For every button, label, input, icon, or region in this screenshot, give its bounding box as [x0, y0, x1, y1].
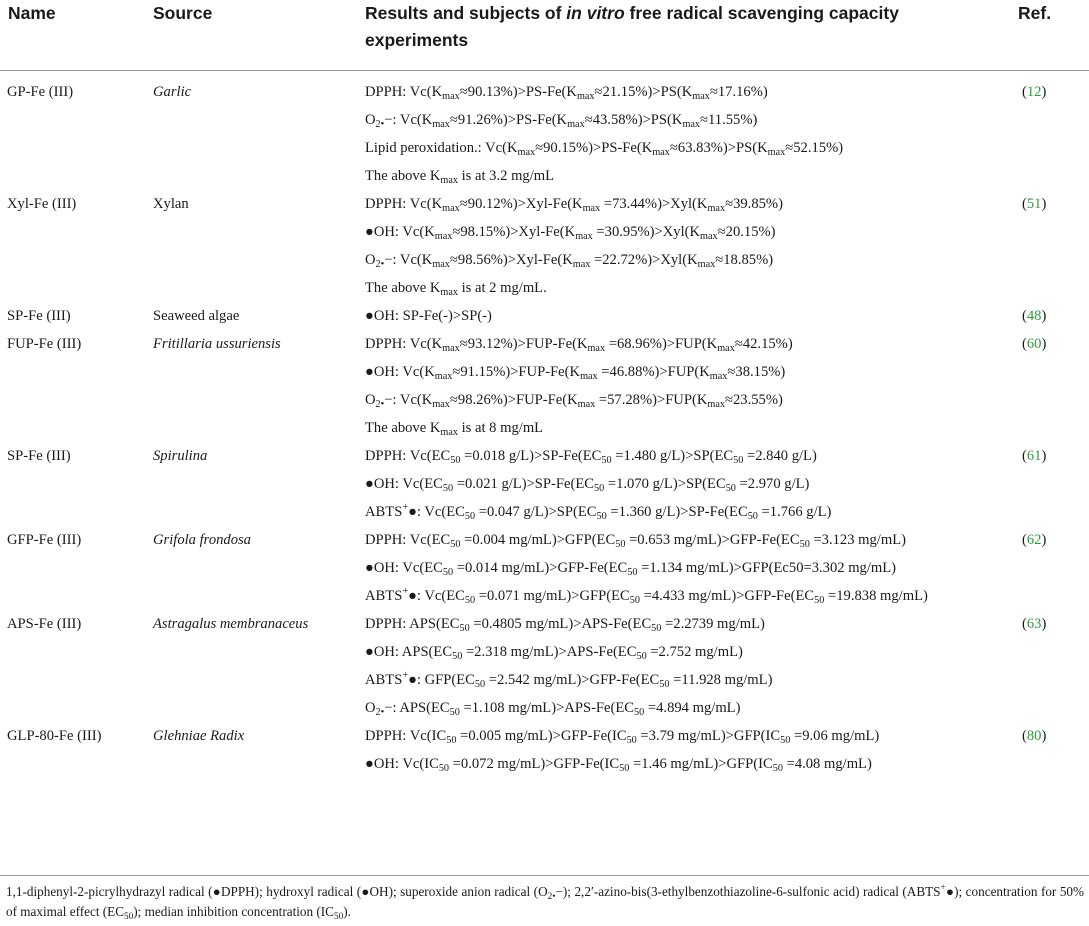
reference-link[interactable]: 60: [1026, 336, 1042, 352]
table-row: [0, 302, 1089, 330]
result-line: ABTS+●: $Vc(EC_{50} =0.047$ $g/L)>SP(EC_{50} =1.360$ $g/L)>SP-Fe(EC_{50} =1.766$ g/L): [365, 502, 832, 522]
result-line: DPPH: $Vc(K_{max}\approx 90.13\%)>PS-Fe(K_{max}\approx 21.15\%)>PS(K_{max}\approx 17.16\%)$: [365, 84, 768, 102]
cell-ref: (62): [1022, 532, 1047, 548]
header-results-italic: in vitro: [566, 3, 625, 23]
result-line: $O_{2•}-$: $Vc(K_{max}\approx 98.26\%)>FUP-Fe(K_{max} =57.28\%)>FUP(K_{max}\approx 23.55\%)$: [365, 392, 783, 410]
reference-link[interactable]: 48: [1026, 308, 1042, 324]
result-line: DPPH: $Vc(IC_{50} =0.005$ $mg/mL)>GFP-Fe(IC_{50} =3.79$ $mg/mL)>GFP(IC_{50} =9.06$ mg/mL): [365, 728, 880, 746]
table-row: [0, 722, 1089, 778]
table-row: [0, 442, 1089, 526]
table-footnote: 1,1-diphenyl-2-picrylhydrazyl radical (●DPPH); hydroxyl radical (●OH); superoxide anion radical $(O_{2•}-)$; 2,2′-azino-bis(3-ethylbenzothiazoline-6-sulfonic acid) radical (ABTS+●); concentration for 50% of maximal effect $(EC_{50})$; median inhibition concentration $(IC_{50})$.: [6, 882, 1085, 921]
result-line: The above $K_{max}$ is at 3.2 mg/mL: [365, 168, 555, 186]
header-ref: Ref.: [1018, 3, 1052, 23]
cell-results: [365, 722, 965, 778]
cell-name: Xyl-Fe (III): [7, 196, 77, 212]
result-line: ●OH: $Vc(EC_{50} =0.014$ $mg/mL)>GFP-Fe(EC_{50} =1.134$ mg/mL)>GFP(Ec50=3.302 mg/mL): [365, 560, 897, 578]
result-line: ABTS+●: $Vc(EC_{50} =0.071$ $mg/mL)>GFP(EC_{50} =4.433$ $mg/mL)>GFP-Fe(EC_{50} =19.838$ mg/mL): [365, 586, 928, 606]
result-line: ●OH: $Vc(IC_{50} =0.072$ $mg/mL)>GFP-Fe(IC_{50} =1.46$ $mg/mL)>GFP(IC_{50} =4.08$ mg/mL): [365, 756, 872, 774]
cell-name: APS-Fe (III): [7, 616, 82, 632]
cell-results: [365, 526, 965, 610]
result-line: $O_{2•}-$: $Vc(K_{max}\approx 98.56\%)>Xyl-Fe(K_{max} =22.72\%)>Xyl(K_{max}\approx 18.85\%)$: [365, 252, 774, 270]
reference-link[interactable]: 51: [1026, 196, 1042, 212]
cell-name: GLP-80-Fe (III): [7, 728, 102, 744]
result-line: The above $K_{max}$ is at 2 mg/mL.: [365, 280, 547, 298]
table-row: [0, 78, 1089, 190]
cell-source: Grifola frondosa: [153, 532, 251, 548]
cell-ref: (63): [1022, 616, 1047, 632]
cell-ref: (80): [1022, 728, 1047, 744]
header-source: Source: [153, 3, 213, 23]
result-line: Lipid peroxidation.: $Vc(K_{max}\approx 90.15\%)>PS-Fe(K_{max}\approx 63.83\%)>PS(K_{max}\approx 52.15\%)$: [365, 140, 844, 158]
cell-source: Fritillaria ussuriensis: [153, 336, 281, 352]
reference-link[interactable]: 63: [1026, 616, 1042, 632]
result-line: $O_{2•}-$: $APS(EC_{50} =1.108$ $mg/mL)>APS-Fe(EC_{50} =4.894$ mg/mL): [365, 700, 741, 718]
result-line: DPPH: $Vc(K_{max}\approx 93.12\%)>FUP-Fe(K_{max} =68.96\%)>FUP(K_{max}\approx 42.15\%)$: [365, 336, 793, 354]
cell-ref: (48): [1022, 308, 1047, 324]
table-row: [0, 190, 1089, 302]
result-line: ●OH: $Vc(K_{max}\approx 91.15\%)>FUP-Fe(K_{max} =46.88\%)>FUP(K_{max}\approx 38.15\%)$: [365, 364, 786, 382]
cell-source: Spirulina: [153, 448, 208, 464]
table-header: [0, 0, 1089, 71]
cell-ref: (12): [1022, 84, 1047, 100]
table-bottom-rule: [0, 875, 1089, 876]
cell-name: FUP-Fe (III): [7, 336, 82, 352]
table-row: [0, 330, 1089, 442]
result-line: DPPH: $Vc(EC_{50} =0.018$ $g/L)>SP-Fe(EC_{50} =1.480$ $g/L)>SP(EC_{50} =2.840$ g/L): [365, 448, 817, 466]
result-line: ●OH: $Vc(K_{max}\approx 98.15\%)>Xyl-Fe(K_{max} =30.95\%)>Xyl(K_{max}\approx 20.15\%)$: [365, 224, 776, 242]
cell-results: [365, 302, 965, 330]
cell-results: [365, 610, 965, 722]
cell-source: Glehniae Radix: [153, 728, 245, 744]
cell-source: Garlic: [153, 84, 192, 100]
header-name: Name: [8, 3, 56, 23]
reference-link[interactable]: 61: [1026, 448, 1042, 464]
result-line: DPPH: $Vc(K_{max}\approx 90.12\%)>Xyl-Fe(K_{max} =73.44\%)>Xyl(K_{max}\approx 39.85\%)$: [365, 196, 783, 214]
cell-ref: (60): [1022, 336, 1047, 352]
cell-results: [365, 442, 965, 526]
cell-results: [365, 190, 965, 302]
reference-link[interactable]: 12: [1026, 84, 1042, 100]
cell-name: GP-Fe (III): [7, 84, 74, 100]
result-line: ABTS+●: $GFP(EC_{50} =2.542$ $mg/mL)>GFP-Fe(EC_{50} =11.928$ mg/mL): [365, 670, 773, 690]
table-row: [0, 526, 1089, 610]
result-line: The above $K_{max}$ is at 8 mg/mL: [365, 420, 544, 438]
header-results-post: free radical scavenging capacity experiments: [365, 3, 899, 50]
result-line: ●OH: $Vc(EC_{50} =0.021$ $g/L)>SP-Fe(EC_{50} =1.070$ $g/L)>SP(EC_{50} =2.970$ g/L): [365, 476, 810, 494]
cell-results: [365, 330, 965, 442]
table-body: [0, 78, 1089, 778]
cell-results: [365, 78, 965, 190]
cell-source: Astragalus membranaceus: [153, 616, 309, 632]
header-results: [365, 0, 965, 54]
cell-name: SP-Fe (III): [7, 308, 71, 324]
result-line: ●OH: SP-Fe(-)>SP(-): [365, 308, 492, 324]
result-line: DPPH: $Vc(EC_{50} =0.004$ $mg/mL)>GFP(EC_{50} =0.653$ $mg/mL)>GFP-Fe(EC_{50} =3.123$ mg/mL): [365, 532, 906, 550]
result-line: ●OH: $APS(EC_{50} =2.318$ $mg/mL)>APS-Fe(EC_{50} =2.752$ mg/mL): [365, 644, 743, 662]
table-row: [0, 610, 1089, 722]
reference-link[interactable]: 80: [1026, 728, 1042, 744]
cell-ref: (61): [1022, 448, 1047, 464]
result-line: DPPH: $APS(EC_{50} =0.4805$ $mg/mL)>APS-Fe(EC_{50} =2.2739$ mg/mL): [365, 616, 765, 634]
cell-name: GFP-Fe (III): [7, 532, 82, 548]
cell-name: SP-Fe (III): [7, 448, 71, 464]
cell-source: Xylan: [153, 196, 189, 212]
cell-source: Seaweed algae: [153, 308, 240, 324]
cell-ref: (51): [1022, 196, 1047, 212]
header-results-pre: Results and subjects of: [365, 3, 567, 23]
result-line: $O_{2•}-$: $Vc(K_{max}\approx 91.26\%)>PS-Fe(K_{max}\approx 43.58\%)>PS(K_{max}\approx 11.55\%)$: [365, 112, 758, 130]
reference-link[interactable]: 62: [1026, 532, 1042, 548]
